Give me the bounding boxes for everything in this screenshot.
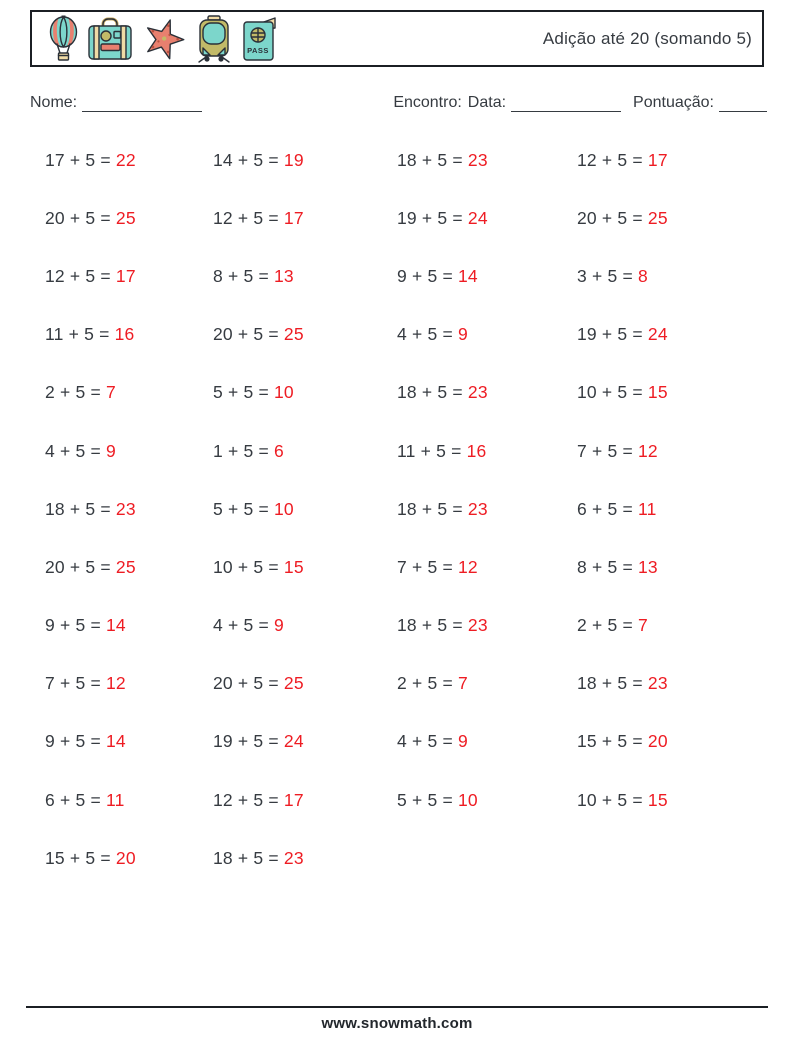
hot-air-balloon-icon: [48, 15, 79, 62]
problem-answer: 11: [105, 789, 125, 810]
problem-4: [577, 150, 754, 171]
problem-answer: 17: [283, 789, 304, 810]
problem-expression: 18 + 5 =: [397, 615, 468, 636]
problem-answer: 24: [647, 324, 668, 345]
problem-expression: 10 + 5 =: [577, 789, 648, 810]
fields-right-group: [393, 94, 767, 112]
problem-answer: 25: [283, 673, 304, 694]
problem-answer: 13: [273, 265, 294, 286]
problem-answer: 16: [466, 440, 487, 461]
problem-expression: 9 + 5 =: [45, 731, 106, 752]
problem-expression: 4 + 5 =: [397, 731, 458, 752]
problem-answer: 15: [283, 556, 304, 577]
problem-34: [213, 615, 397, 636]
problem-40: [577, 673, 754, 694]
problem-expression: 12 + 5 =: [577, 149, 648, 170]
problem-2: [213, 150, 397, 171]
problem-answer: 17: [115, 265, 136, 286]
problem-answer: 14: [457, 265, 478, 286]
problem-expression: 9 + 5 =: [397, 265, 458, 286]
problem-6: [213, 208, 397, 229]
problem-48: [577, 790, 754, 811]
problem-expression: 12 + 5 =: [213, 789, 284, 810]
problem-answer: 9: [457, 731, 468, 752]
problem-answer: 24: [467, 207, 488, 228]
problem-16: [577, 324, 754, 345]
fields-row: [30, 94, 767, 112]
problem-answer: 23: [467, 615, 488, 636]
problem-8: [577, 208, 754, 229]
problem-37: [45, 673, 213, 694]
problem-28: [577, 499, 754, 520]
problem-29: [45, 557, 213, 578]
problem-answer: 20: [115, 847, 136, 868]
problem-expression: 10 + 5 =: [213, 556, 284, 577]
problem-answer: 13: [637, 556, 658, 577]
header-box: [30, 10, 764, 67]
problem-expression: 14 + 5 =: [213, 149, 284, 170]
problem-expression: 5 + 5 =: [397, 789, 458, 810]
problem-answer: 7: [457, 673, 468, 694]
problem-22: [213, 441, 397, 462]
problem-expression: 4 + 5 =: [397, 324, 458, 345]
problem-answer: 24: [283, 731, 304, 752]
problem-expression: 15 + 5 =: [45, 847, 116, 868]
problem-answer: 16: [114, 324, 135, 345]
problems-grid: [45, 131, 754, 887]
problem-27: [397, 499, 577, 520]
problem-expression: 4 + 5 =: [213, 615, 274, 636]
problem-17: [45, 382, 213, 403]
problem-7: [397, 208, 577, 229]
problem-answer: 7: [637, 615, 648, 636]
problem-expression: 8 + 5 =: [577, 556, 638, 577]
problem-expression: 17 + 5 =: [45, 149, 116, 170]
worksheet-title: Adição até 20 (somando 5): [542, 28, 752, 48]
problem-answer: 7: [105, 382, 116, 403]
tram-icon: [196, 15, 232, 63]
problem-answer: 9: [457, 324, 468, 345]
problem-answer: 12: [457, 556, 478, 577]
problem-11: [397, 266, 577, 287]
problem-15: [397, 324, 577, 345]
problem-expression: 7 + 5 =: [577, 440, 638, 461]
problem-47: [397, 790, 577, 811]
problem-expression: 2 + 5 =: [45, 382, 106, 403]
problem-expression: 8 + 5 =: [213, 265, 274, 286]
problem-answer: 23: [283, 847, 304, 868]
problem-answer: 6: [273, 440, 284, 461]
problem-expression: 15 + 5 =: [577, 731, 648, 752]
problem-9: [45, 266, 213, 287]
problem-expression: 18 + 5 =: [397, 382, 468, 403]
problem-expression: 19 + 5 =: [213, 731, 284, 752]
problem-45: [45, 790, 213, 811]
problem-expression: 7 + 5 =: [397, 556, 458, 577]
problem-expression: 10 + 5 =: [577, 382, 648, 403]
name-label: Nome:: [30, 94, 78, 111]
problem-answer: 17: [283, 207, 304, 228]
problem-25: [45, 499, 213, 520]
problem-expression: 20 + 5 =: [45, 556, 116, 577]
problem-19: [397, 382, 577, 403]
problem-expression: 3 + 5 =: [577, 265, 638, 286]
problem-answer: 14: [105, 731, 126, 752]
date-blank: [511, 96, 621, 112]
problem-expression: 7 + 5 =: [45, 673, 106, 694]
problem-answer: 25: [647, 207, 668, 228]
problem-43: [397, 731, 577, 752]
problem-expression: 18 + 5 =: [397, 498, 468, 519]
problem-38: [213, 673, 397, 694]
problem-36: [577, 615, 754, 636]
svg-text:PASS: PASS: [247, 45, 269, 55]
date-label: Data:: [467, 94, 507, 111]
suitcase-icon: [88, 17, 132, 61]
problem-expression: 5 + 5 =: [213, 382, 274, 403]
problem-expression: 20 + 5 =: [45, 207, 116, 228]
problem-41: [45, 731, 213, 752]
problem-expression: 18 + 5 =: [397, 149, 468, 170]
problem-expression: 20 + 5 =: [213, 673, 284, 694]
footer-site-url: www.snowmath.com: [321, 1015, 473, 1032]
problem-50: [213, 848, 397, 869]
footer-divider: [26, 1006, 768, 1008]
problem-expression: 2 + 5 =: [577, 615, 638, 636]
problem-12: [577, 266, 754, 287]
problem-expression: 12 + 5 =: [45, 265, 116, 286]
problem-answer: 9: [273, 615, 284, 636]
problem-14: [213, 324, 397, 345]
problem-expression: 11 + 5 =: [45, 324, 115, 345]
problem-31: [397, 557, 577, 578]
problem-answer: 23: [647, 673, 668, 694]
problem-answer: 17: [647, 149, 668, 170]
score-blank: [719, 96, 767, 112]
problem-expression: 20 + 5 =: [213, 324, 284, 345]
problem-26: [213, 499, 397, 520]
problem-answer: 9: [105, 440, 116, 461]
problem-24: [577, 441, 754, 462]
problem-expression: 9 + 5 =: [45, 615, 106, 636]
problem-expression: 19 + 5 =: [577, 324, 648, 345]
problem-3: [397, 150, 577, 171]
problem-answer: 15: [647, 789, 668, 810]
problem-expression: 19 + 5 =: [397, 207, 468, 228]
problem-49: [45, 848, 213, 869]
problem-expression: 12 + 5 =: [213, 207, 284, 228]
problem-expression: 6 + 5 =: [577, 498, 638, 519]
problem-expression: 4 + 5 =: [45, 440, 106, 461]
problem-answer: 8: [637, 265, 648, 286]
problem-expression: 18 + 5 =: [577, 673, 648, 694]
problem-answer: 10: [273, 498, 294, 519]
starfish-icon: [141, 16, 187, 62]
problem-1: [45, 150, 213, 171]
problem-expression: 20 + 5 =: [577, 207, 648, 228]
problem-30: [213, 557, 397, 578]
problem-answer: 19: [283, 149, 304, 170]
problem-answer: 23: [115, 498, 136, 519]
problem-44: [577, 731, 754, 752]
problem-35: [397, 615, 577, 636]
problem-expression: 18 + 5 =: [213, 847, 284, 868]
problem-10: [213, 266, 397, 287]
problem-answer: 15: [647, 382, 668, 403]
problem-answer: 20: [647, 731, 668, 752]
problem-answer: 12: [105, 673, 126, 694]
problem-answer: 12: [637, 440, 658, 461]
problem-23: [397, 441, 577, 462]
problem-13: [45, 324, 213, 345]
problem-answer: 23: [467, 498, 488, 519]
problem-expression: 6 + 5 =: [45, 789, 106, 810]
score-label: Pontuação:: [633, 94, 714, 111]
meeting-label: Encontro:: [393, 94, 462, 111]
problem-expression: 2 + 5 =: [397, 673, 458, 694]
problem-answer: 11: [637, 498, 657, 519]
problem-expression: 1 + 5 =: [213, 440, 274, 461]
problem-5: [45, 208, 213, 229]
problem-18: [213, 382, 397, 403]
problem-21: [45, 441, 213, 462]
problem-32: [577, 557, 754, 578]
problem-answer: 14: [105, 615, 126, 636]
problem-20: [577, 382, 754, 403]
problem-answer: 25: [115, 556, 136, 577]
problem-answer: 23: [467, 149, 488, 170]
problem-expression: 11 + 5 =: [397, 440, 467, 461]
problem-answer: 25: [283, 324, 304, 345]
problem-33: [45, 615, 213, 636]
problem-answer: 25: [115, 207, 136, 228]
problem-answer: 22: [115, 149, 136, 170]
problem-expression: 5 + 5 =: [213, 498, 274, 519]
name-blank: [82, 96, 202, 112]
problem-expression: 18 + 5 =: [45, 498, 116, 519]
problem-answer: 10: [273, 382, 294, 403]
problem-answer: 10: [457, 789, 478, 810]
problem-answer: 23: [467, 382, 488, 403]
problem-39: [397, 673, 577, 694]
passport-icon: [241, 15, 279, 63]
problem-42: [213, 731, 397, 752]
problem-46: [213, 790, 397, 811]
